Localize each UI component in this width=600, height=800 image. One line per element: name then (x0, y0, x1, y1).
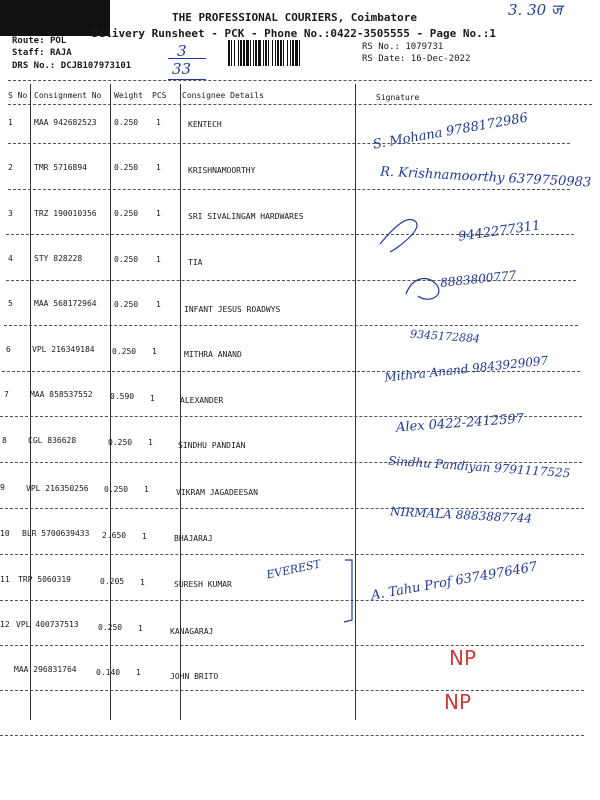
route-value: POL (49, 36, 67, 46)
row-consignment: TMR 5716894 (34, 163, 87, 172)
signature-row-8: Sindhu Pandiyan 9791117525 (387, 453, 571, 481)
row-consignment: MAA 296831764 (14, 665, 77, 674)
row-weight: 0.250 (114, 118, 139, 127)
signature-stroke (380, 219, 417, 252)
row-sno: 10 (0, 529, 10, 538)
row-weight: 0.590 (110, 392, 135, 401)
handwritten-count-bottom: 33 (172, 60, 192, 78)
col-header-consignment: Consignment No (34, 91, 102, 100)
row-sno: 7 (4, 390, 9, 399)
row-sno: 4 (8, 254, 13, 263)
signature-stroke (406, 279, 439, 300)
row-consignee: TIA (188, 258, 203, 267)
row-consignment: CGL 836628 (28, 436, 77, 445)
staff-value: RAJA (49, 48, 72, 58)
row-consignment: TRZ 190010356 (34, 209, 97, 218)
row-consignee: BHAJARAJ (174, 534, 213, 543)
row-consignment: STY 828228 (34, 254, 83, 263)
signature-row-10: NIRMALA 8883887744 (389, 504, 533, 526)
row-weight: 0.250 (112, 347, 137, 356)
col-header-signature: Signature (376, 93, 420, 102)
row-consignment: MAA 858537552 (30, 390, 93, 399)
signature-row-2: R. Krishnamoorthy 6379750983 (379, 164, 592, 191)
row-pcs: 1 (136, 668, 141, 677)
signature-row-6: Mithra Anand 9843929097 (383, 353, 549, 385)
col-header-pcs: PCS (152, 91, 167, 100)
row-pcs: 1 (152, 347, 157, 356)
row-weight: 0.250 (104, 485, 129, 494)
row-pcs: 1 (156, 118, 161, 127)
rs-no-value: 1079731 (405, 42, 444, 52)
row-consignment: TRP 5060319 (18, 575, 71, 584)
row-consignee: INFANT JESUS ROADWYS (184, 305, 281, 314)
row-weight: 0.205 (100, 577, 125, 586)
rs-date-value: 16-Dec-2022 (410, 54, 471, 64)
row-consignment: MAA 942682523 (34, 118, 97, 127)
row-weight: 0.250 (114, 300, 139, 309)
bracket-stroke (344, 560, 352, 622)
row-sno: 11 (0, 575, 10, 584)
row-pcs: 1 (150, 394, 155, 403)
row-consignee: SRI SIVALINGAM HARDWARES (188, 212, 304, 221)
everest-note: EVEREST (265, 557, 322, 582)
row-weight: 0.250 (114, 163, 139, 172)
route-label: Route: (12, 36, 45, 46)
row-weight: 0.250 (98, 623, 123, 632)
row-consignee: KANAGARAJ (170, 627, 214, 636)
row-weight: 0.250 (108, 438, 133, 447)
signature-row-4: 8883800777 (439, 268, 517, 290)
row-pcs: 1 (138, 624, 143, 633)
signature-row-3: 9442277311 (457, 218, 542, 245)
row-pcs: 1 (148, 438, 153, 447)
row-sno: 1 (8, 118, 13, 127)
row-sno: 8 (2, 436, 7, 445)
staff-label: Staff: (12, 48, 45, 58)
signature-row-5: 9345172884 (409, 327, 481, 346)
np-mark-row-12: NP (449, 646, 477, 670)
signature-row-11: A. Tahu Prof 6374976467 (369, 559, 539, 604)
company-title: THE PROFESSIONAL COURIERS, Coimbatore (172, 11, 418, 24)
row-consignee: VIKRAM JAGADEESAN (176, 488, 258, 497)
row-consignee: KRISHNAMOORTHY (188, 166, 256, 175)
handwritten-count-top: 3 (177, 42, 187, 60)
handwritten-note-top-right: 3. 30 ज (508, 1, 563, 19)
np-mark-row-13: NP (444, 690, 472, 714)
row-pcs: 1 (156, 209, 161, 218)
col-header-consignee: Consignee Details (182, 91, 264, 100)
row-consignment: VPL 400737513 (16, 620, 79, 629)
rs-no-label: RS No.: (362, 42, 400, 52)
col-header-weight: Weight (114, 91, 143, 100)
row-consignee: KENTECH (188, 120, 222, 129)
row-consignment: BLR 5700639433 (22, 529, 90, 538)
signature-row-1: S. Mohana 9788172986 (371, 110, 530, 153)
row-weight: 2.650 (102, 531, 127, 540)
row-consignee: MITHRA ANAND (184, 350, 242, 359)
runsheet-heading: Delivery Runsheet - PCK - Phone No.:0422-3505555 - Page No.:1 (92, 27, 496, 40)
row-consignee: SURESH KUMAR (174, 580, 232, 589)
row-sno: 6 (6, 345, 11, 354)
row-sno: 12 (0, 620, 10, 629)
signature-row-7: Alex 0422-2412597 (395, 411, 525, 436)
rs-date-label: RS Date: (362, 54, 406, 64)
row-weight: 0.250 (114, 209, 139, 218)
row-weight: 0.140 (96, 668, 121, 677)
row-consignee: SINDHU PANDIAN (178, 441, 246, 450)
row-consignee: JOHN BRITO (170, 672, 219, 681)
row-consignment: VPL 216349184 (32, 345, 95, 354)
drs-value: DCJB107973101 (60, 61, 132, 71)
row-sno: 2 (8, 163, 13, 172)
row-pcs: 1 (156, 255, 161, 264)
col-header-sno: S No (8, 91, 28, 100)
row-consignment: MAA 568172964 (34, 299, 97, 308)
row-pcs: 1 (140, 578, 145, 587)
row-pcs: 1 (156, 163, 161, 172)
row-pcs: 1 (142, 532, 147, 541)
row-pcs: 1 (144, 485, 149, 494)
row-sno: 5 (8, 299, 13, 308)
row-sno: 3 (8, 209, 13, 218)
row-sno: 9 (0, 483, 5, 492)
row-consignee: ALEXANDER (180, 396, 224, 405)
drs-label: DRS No.: (12, 61, 56, 71)
row-weight: 0.250 (114, 255, 139, 264)
row-consignment: VPL 216350256 (26, 484, 89, 493)
row-pcs: 1 (156, 300, 161, 309)
